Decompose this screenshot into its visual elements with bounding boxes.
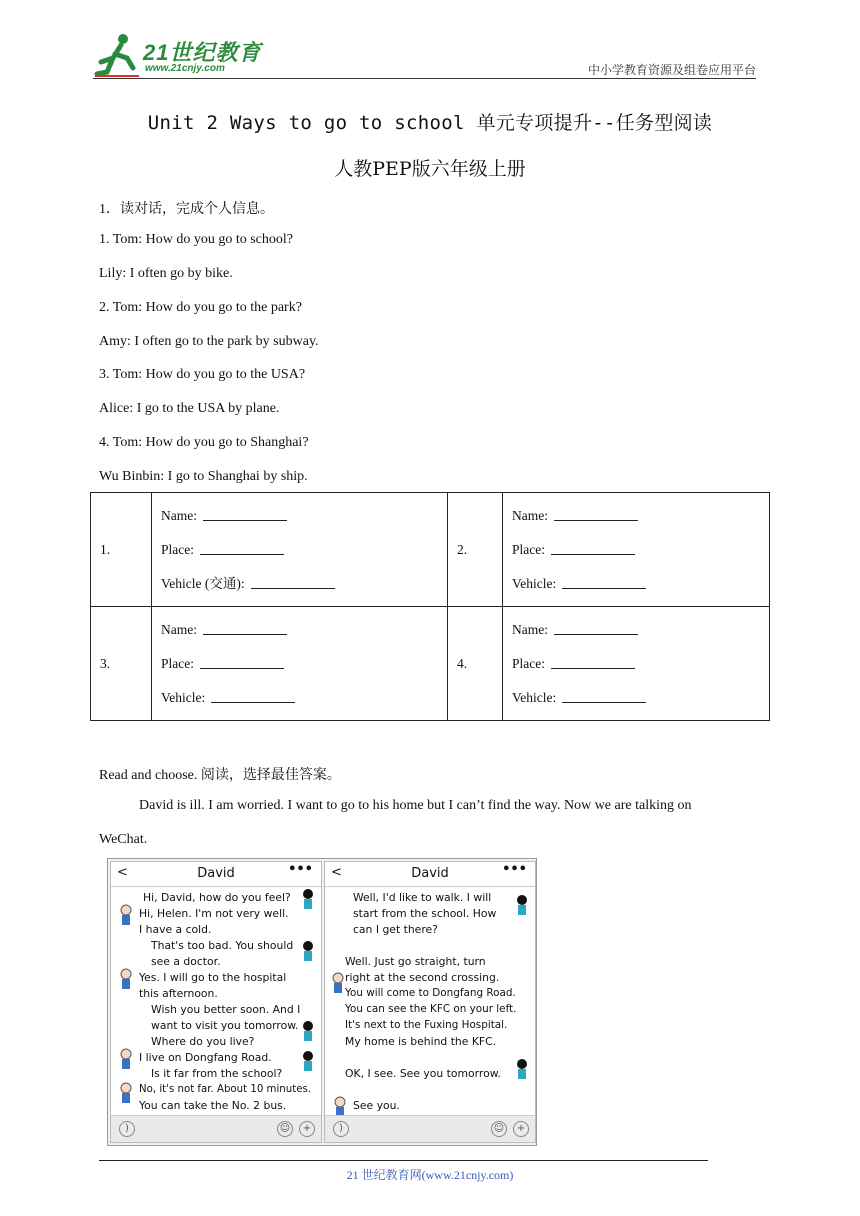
message-text: Yes. I will go to the hospital <box>139 971 287 984</box>
section2-instruction: Read and choose. 阅读，选择最佳答案。 <box>99 768 341 783</box>
message-text: Where do you live? <box>151 1035 255 1048</box>
message-text: want to visit you tomorrow. <box>151 1019 299 1032</box>
field-label: Name: <box>161 621 197 637</box>
message-text: Hi, Helen. I'm not very well. <box>139 907 289 920</box>
field-label: Place: <box>512 541 545 557</box>
chat-input-bar <box>111 1115 321 1142</box>
chat-panel-left <box>110 861 322 1143</box>
back-arrow-icon[interactable]: < <box>331 865 342 880</box>
chat-header <box>111 862 321 887</box>
message-text: see a doctor. <box>151 955 221 968</box>
message-text: No, it's not far. About 10 minutes. <box>139 1084 312 1095</box>
paragraph-line: WeChat. <box>99 832 148 847</box>
message-text: this afternoon. <box>139 987 218 1000</box>
table-row <box>91 607 770 721</box>
girl-avatar-icon <box>301 1050 315 1072</box>
name-field[interactable] <box>161 613 447 647</box>
name-field[interactable] <box>512 499 769 533</box>
boy-avatar-icon <box>119 1048 133 1070</box>
answer-blank[interactable] <box>203 506 287 521</box>
logo-brand-text: 21世纪教育 <box>143 40 262 65</box>
chat-contact-name: David <box>197 866 235 881</box>
vehicle-field[interactable] <box>161 567 447 601</box>
message-text: It's next to the Fuxing Hospital. <box>345 1019 508 1031</box>
message-text: Hi, David, how do you feel? <box>143 891 291 904</box>
answer-blank[interactable] <box>551 540 635 555</box>
message-text: Well. Just go straight, turn <box>345 955 486 968</box>
back-arrow-icon[interactable]: < <box>117 865 128 880</box>
row-number: 3. <box>91 607 152 721</box>
row-number: 1. <box>91 493 152 607</box>
message-text: start from the school. How <box>353 907 497 920</box>
girl-avatar-icon <box>515 1058 529 1080</box>
plus-icon[interactable]: + <box>299 1121 315 1137</box>
voice-icon[interactable]: ) <box>119 1121 135 1137</box>
place-field[interactable] <box>161 533 447 567</box>
header-platform-text: 中小学教育资源及组卷应用平台 <box>587 63 756 77</box>
answer-blank[interactable] <box>211 688 295 703</box>
row-number: 2. <box>448 493 503 607</box>
plus-icon[interactable]: + <box>513 1121 529 1137</box>
field-label: Name: <box>161 507 197 523</box>
chat-contact-name: David <box>411 866 449 881</box>
footer-divider <box>99 1160 708 1161</box>
answer-blank[interactable] <box>200 654 284 669</box>
dialogue-line: 4. Tom: How do you go to Shanghai? <box>99 435 309 450</box>
answer-blank[interactable] <box>554 506 638 521</box>
emoji-icon[interactable]: ☺ <box>277 1121 293 1137</box>
place-field[interactable] <box>161 647 447 681</box>
field-label: Vehicle (交通): <box>161 575 245 591</box>
field-label: Name: <box>512 621 548 637</box>
field-label: Vehicle: <box>512 689 557 705</box>
table-row <box>91 493 770 607</box>
chat-panel-right <box>324 861 536 1143</box>
answer-blank[interactable] <box>562 688 646 703</box>
message-text: You will come to Dongfang Road. <box>345 987 516 999</box>
dialogue-line: Alice: I go to the USA by plane. <box>99 401 280 416</box>
wechat-screenshot <box>107 858 537 1146</box>
vehicle-field[interactable] <box>161 681 447 715</box>
dialogue-line: Amy: I often go to the park by subway. <box>99 334 319 349</box>
dialogue-line: Wu Binbin: I go to Shanghai by ship. <box>99 469 308 484</box>
place-field[interactable] <box>512 533 769 567</box>
runner-logo-icon <box>93 32 141 78</box>
page-title: Unit 2 Ways to go to school 单元专项提升--任务型阅读 <box>147 112 713 134</box>
info-cell <box>503 493 770 607</box>
paragraph-line: David is ill. I am worried. I want to go to his home but I can’t find the way. Now we are talking on <box>139 798 692 813</box>
row-number: 4. <box>448 607 503 721</box>
info-cell <box>152 607 448 721</box>
vehicle-field[interactable] <box>512 681 769 715</box>
header-divider <box>93 78 756 79</box>
dialogue-line: Lily: I often go by bike. <box>99 266 233 281</box>
message-text: You can see the KFC on your left. <box>345 1003 517 1015</box>
girl-avatar-icon <box>301 1020 315 1042</box>
message-text: I have a cold. <box>139 923 212 936</box>
boy-avatar-icon <box>331 972 345 994</box>
field-label: Name: <box>512 507 548 523</box>
girl-avatar-icon <box>301 940 315 962</box>
name-field[interactable] <box>512 613 769 647</box>
boy-avatar-icon <box>119 968 133 990</box>
field-label: Place: <box>161 655 194 671</box>
field-label: Place: <box>161 541 194 557</box>
logo-url-text: www.21cnjy.com <box>145 63 225 74</box>
field-label: Vehicle: <box>512 575 557 591</box>
voice-icon[interactable]: ) <box>333 1121 349 1137</box>
message-text: Wish you better soon. And I <box>151 1003 301 1016</box>
girl-avatar-icon <box>301 888 315 910</box>
message-text: OK, I see. See you tomorrow. <box>345 1067 501 1080</box>
answer-blank[interactable] <box>200 540 284 555</box>
page-subtitle: 人教PEP版六年级上册 <box>334 158 526 180</box>
message-text: Well, I'd like to walk. I will <box>353 891 492 904</box>
more-icon[interactable]: ••• <box>288 862 313 877</box>
answer-blank[interactable] <box>251 574 335 589</box>
answer-blank[interactable] <box>562 574 646 589</box>
info-cell <box>503 607 770 721</box>
more-icon[interactable]: ••• <box>502 862 527 877</box>
dialogue-line: 2. Tom: How do you go to the park? <box>99 300 302 315</box>
name-field[interactable] <box>161 499 447 533</box>
info-table <box>90 492 770 721</box>
message-text: can I get there? <box>353 923 438 936</box>
field-label: Vehicle: <box>161 689 206 705</box>
answer-blank[interactable] <box>551 654 635 669</box>
answer-blank[interactable] <box>203 620 287 635</box>
site-logo <box>93 30 263 80</box>
place-field[interactable] <box>512 647 769 681</box>
message-text: See you. <box>353 1099 400 1112</box>
chat-input-bar <box>325 1115 535 1142</box>
message-text: Is it far from the school? <box>151 1067 283 1080</box>
vehicle-field[interactable] <box>512 567 769 601</box>
message-text: right at the second crossing. <box>345 971 500 984</box>
message-text: That's too bad. You should <box>151 939 294 952</box>
message-text: You can take the No. 2 bus. <box>139 1099 287 1112</box>
emoji-icon[interactable]: ☺ <box>491 1121 507 1137</box>
section1-instruction: 1．读对话，完成个人信息。 <box>99 202 274 217</box>
chat-header <box>325 862 535 887</box>
girl-avatar-icon <box>515 894 529 916</box>
footer-link[interactable]: 21 世纪教育网(www.21cnjy.com) <box>346 1168 514 1182</box>
boy-avatar-icon <box>119 904 133 926</box>
boy-avatar-icon <box>119 1082 133 1104</box>
info-cell <box>152 493 448 607</box>
answer-blank[interactable] <box>554 620 638 635</box>
message-text: My home is behind the KFC. <box>345 1035 497 1048</box>
message-text: I live on Dongfang Road. <box>139 1051 272 1064</box>
dialogue-line: 3. Tom: How do you go to the USA? <box>99 367 306 382</box>
field-label: Place: <box>512 655 545 671</box>
dialogue-line: 1. Tom: How do you go to school? <box>99 232 293 247</box>
